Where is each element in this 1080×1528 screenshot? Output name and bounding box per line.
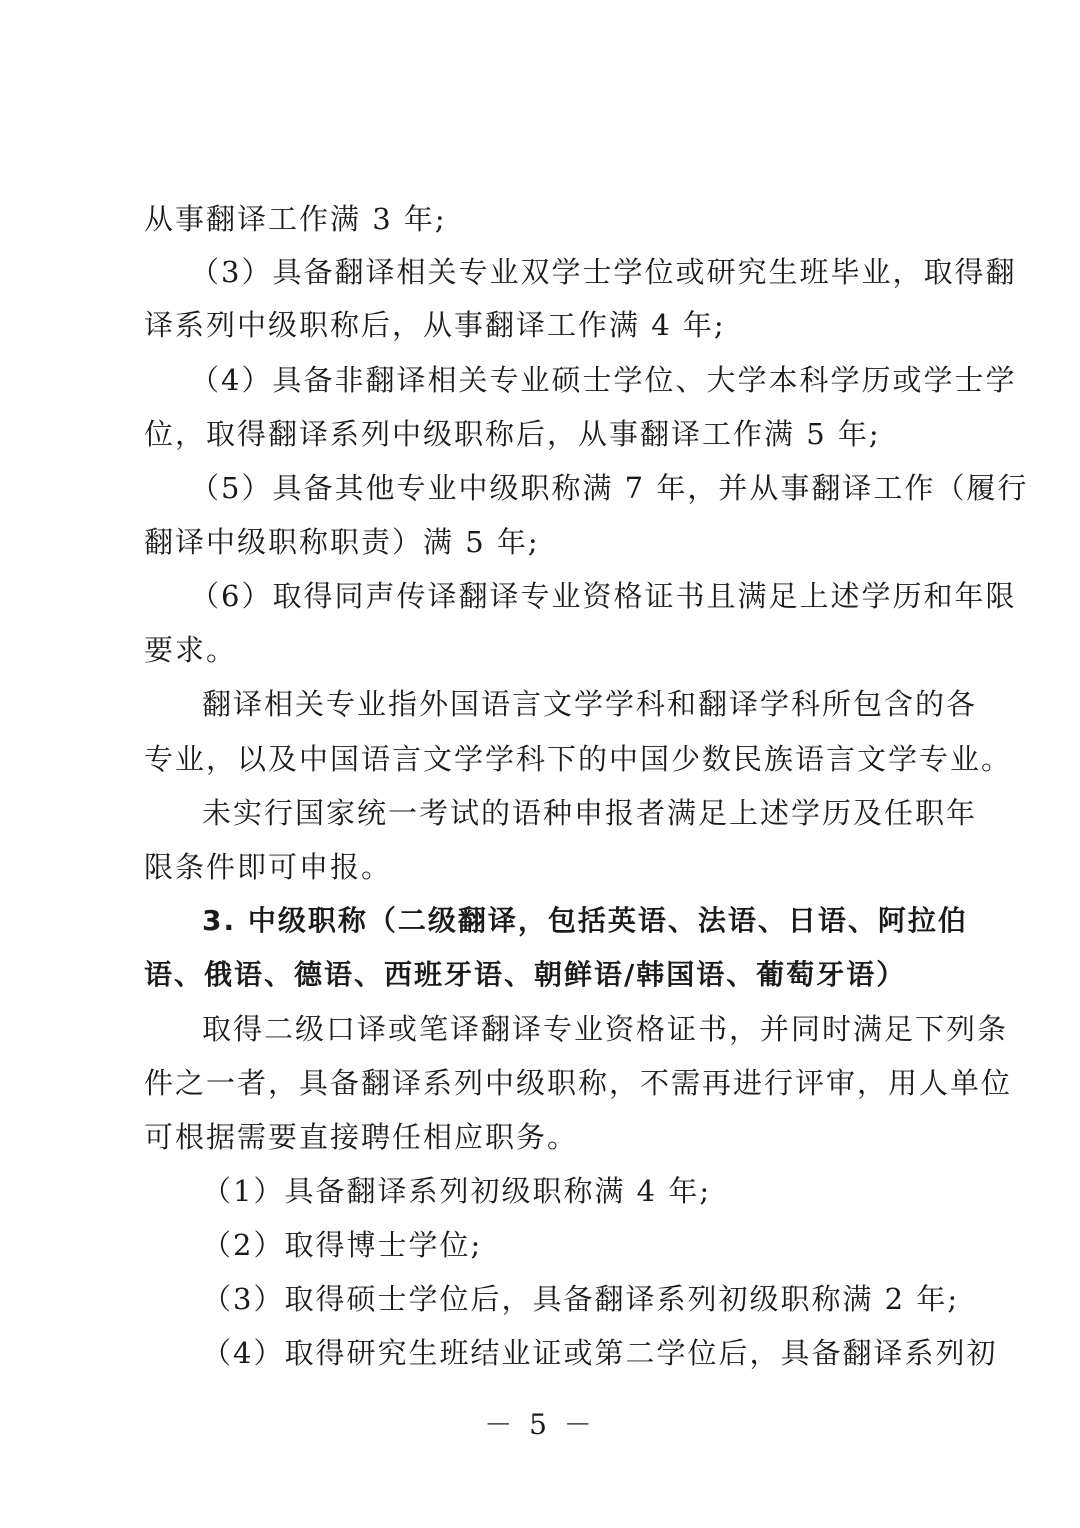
text-line: 取得二级口译或笔译翻译专业资格证书，并同时满足下列条 (202, 1012, 1009, 1046)
page-number: － 5 － (484, 1408, 596, 1441)
text-line: （6）取得同声传译翻译专业资格证书且满足上述学历和年限 (190, 579, 1017, 613)
text-line: （3）具备翻译相关专业双学士学位或研究生班毕业，取得翻 (190, 255, 1017, 289)
text-line: 限条件即可申报。 (144, 850, 393, 884)
text-line: （2）取得博士学位; (202, 1228, 483, 1262)
text-line: 未实行国家统一考试的语种申报者满足上述学历及任职年 (202, 796, 978, 830)
text-line: 要求。 (144, 633, 238, 667)
text-line: （5）具备其他专业中级职称满 7 年，并从事翻译工作（履行 (190, 471, 1029, 505)
text-line: （4）具备非翻译相关专业硕士学位、大学本科学历或学士学 (190, 363, 1017, 397)
text-line: （3）取得硕士学位后，具备翻译系列初级职称满 2 年; (202, 1282, 960, 1316)
text-line: （1）具备翻译系列初级职称满 4 年; (202, 1174, 712, 1208)
text-line: 翻译相关专业指外国语言文学学科和翻译学科所包含的各 (202, 687, 978, 721)
section-heading: 3. 中级职称（二级翻译，包括英语、法语、日语、阿拉伯 (202, 904, 968, 937)
text-line: 专业，以及中国语言文学学科下的中国少数民族语言文学专业。 (144, 742, 1013, 776)
text-line: 译系列中级职称后，从事翻译工作满 4 年; (144, 308, 726, 342)
text-line: 可根据需要直接聘任相应职务。 (144, 1120, 579, 1154)
text-line: 翻译中级职称职责）满 5 年; (144, 525, 540, 559)
text-line: 从事翻译工作满 3 年; (144, 202, 447, 236)
text-line: 位，取得翻译系列中级职称后，从事翻译工作满 5 年; (144, 417, 881, 451)
text-line: （4）取得研究生班结业证或第二学位后，具备翻译系列初 (202, 1336, 998, 1370)
text-line: 件之一者，具备翻译系列中级职称，不需再进行评审，用人单位 (144, 1066, 1013, 1100)
section-heading: 语、俄语、德语、西班牙语、朝鲜语/韩国语、葡萄牙语） (144, 958, 907, 991)
